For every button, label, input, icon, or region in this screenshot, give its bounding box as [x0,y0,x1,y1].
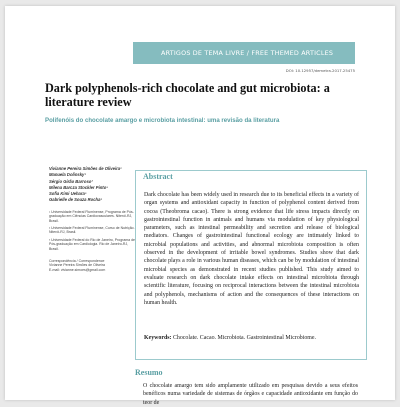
correspondence-name: Vivianne Pereira Simões de Oliveira [49,263,105,268]
author-name: Manuela Dolinsky¹ [49,172,86,178]
author-name: Sofia Kimi Uehara³ [49,191,87,197]
article-subtitle: Polifenóis do chocolate amargo e microbiota intestinal: uma revisão da literatura [45,117,280,124]
abstract-box [135,170,367,360]
keywords-text: Chocolate. Cacao. Microbiota. Gastrointestinal Microbiome. [172,335,316,341]
article-title: Dark polyphenols-rich chocolate and gut microbiota: a literature review [45,81,330,109]
correspondence-block [49,259,135,272]
abstract-heading: Abstract [143,172,173,181]
doi-label: DOI: 10.12957/demetra.2017.25475 [285,68,355,73]
article-page [5,6,395,406]
author-name: Sérgio Girão Barroso² [49,178,93,184]
keywords-label: Keywords: [144,335,172,341]
section-banner [133,42,355,64]
correspondence-email: E-mail: vivianne.simoes@gmail.com [49,267,106,272]
author-name: Milena Barcza Stockler Pinto³ [49,184,108,190]
affiliation-list [49,210,135,251]
affiliation: ¹ Universidade Federal Fluminense, Programa de Pós-graduação em Ciências Cardiovasculares. Niterói-RJ, Brasil. [49,209,134,223]
affiliation: ³ Universidade Federal do Rio de Janeiro, Programa de Pós-graduação em Cardiologia. Rio de Janeiro-RJ, Brasil. [49,237,135,251]
author-name: Vivianne Pereira Simões de Oliveira¹ [49,166,122,171]
author-name: Gabrielle de Souza Rocha¹ [49,197,102,203]
resumo-text: O chocolate amargo tem sido amplamente utilizado em pesquisas devido a seus efeitos benéficos numa variedade de sistemas de órgãos e capacidade antioxidante em função do teor de [143,383,358,406]
section-label: ARTIGOS DE TEMA LIVRE / FREE THEMED ARTICLES [161,49,334,57]
correspondence-label: Correspondência / Correspondence [49,259,105,264]
author-list [49,166,135,272]
keywords-line [144,334,359,342]
affiliation: ² Universidade Federal Fluminense, Curso de Nutrição. Niterói-RJ, Brasil. [49,226,135,235]
resumo-heading: Resumo [135,368,163,377]
abstract-text: Dark chocolate has been widely used in research due to its beneficial effects in a variety of organ systems and antioxidant capacity in function of polyphenol content derived from cocoa (Theobroma cacao). There is strong evidence that life stress impacts directly on gastrointestinal function in animals and humans via modulation of key physiological parameters, such as intestinal permeability and secretion and release of biological mediators. Changes of gastrointestinal functional ecology are intimately linked to microbial populations and activities, and abnormal microbiota composition is often observed in the development of irritable bowel syndromes. Studies show that dark chocolate plays a role in various human diseases, which can be by modulation of intestinal microbial species as demonstrated in recent studies published. This study aimed to evaluate research on dark chocolate intake effects on intestinal microbiota through scientific literature, focusing on reciprocal interactions between the intestinal microbiota and polyphenols, mechanisms of action and the consequences of these interactions on human health. [144,192,359,306]
